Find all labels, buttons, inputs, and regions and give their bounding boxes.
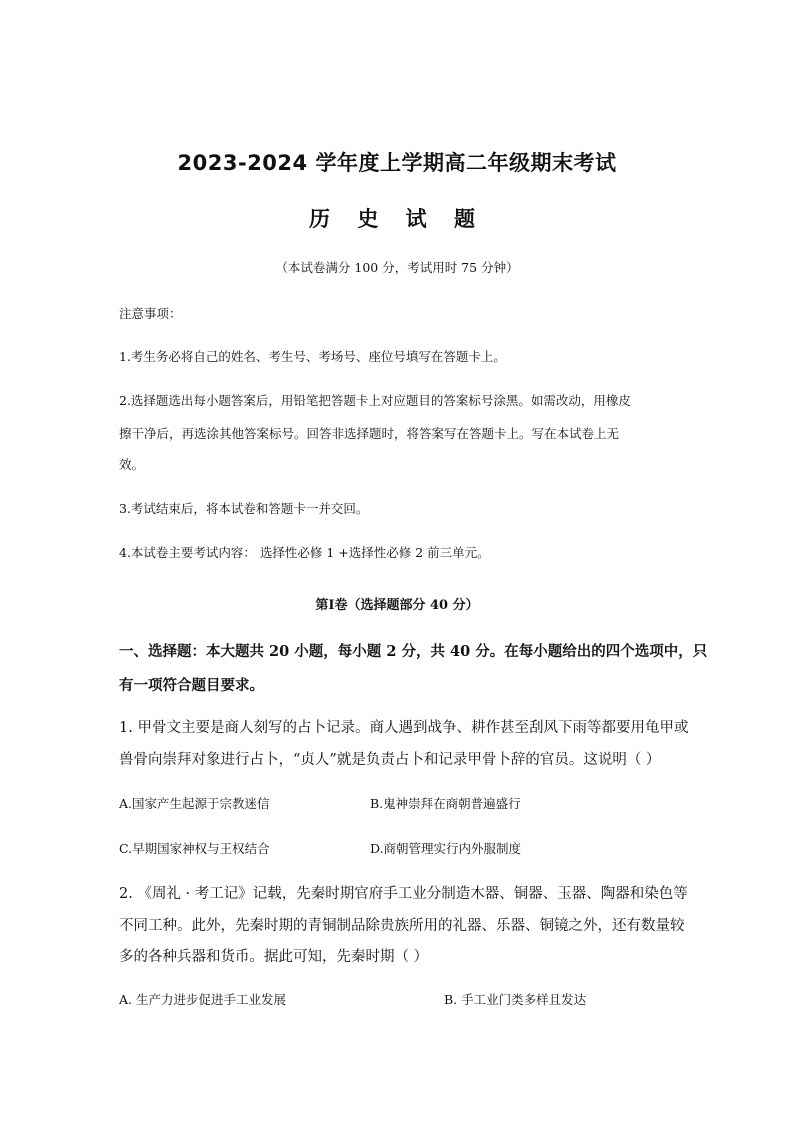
q2-stem-line-2: 不同工种。此外，先秦时期的青铜制品除贵族所用的礼器、乐器、铜镜之外，还有数量较 — [119, 918, 685, 934]
q1-stem-line-1: 1. 甲骨文主要是商人刻写的占卜记录。商人遇到战争、耕作甚至刮风下雨等都要用龟甲或 — [119, 720, 689, 736]
exam-title: 2023-2024 学年度上学期高二年级期末考试 — [177, 151, 617, 175]
section-title: 第Ⅰ卷（选择题部分 40 分） — [315, 598, 479, 613]
q1-option-c: C.早期国家神权与王权结合 — [119, 841, 270, 856]
section-instruction-line-1: 一、选择题：本大题共 20 小题，每小题 2 分，共 40 分。在每小题给出的四个选项中，只 — [119, 643, 708, 660]
q2-option-a: A. 生产力进步促进手工业发展 — [119, 992, 286, 1007]
notice-item-1: 1.考生务必将自己的姓名、考生号、考场号、座位号填写在答题卡上。 — [119, 349, 506, 364]
section-instruction-line-2: 有一项符合题目要求。 — [119, 677, 264, 694]
notice-item-4: 4.本试卷主要考试内容： 选择性必修 1 +选择性必修 2 前三单元。 — [119, 545, 490, 560]
notice-item-2-line-3: 效。 — [119, 457, 145, 472]
q2-stem-line-1: 2. 《周礼 · 考工记》记载，先秦时期官府手工业分制造木器、铜器、玉器、陶器和染色等 — [119, 886, 688, 902]
exam-meta: （本试卷满分 100 分，考试用时 75 分钟） — [275, 260, 519, 275]
q2-option-b: B. 手工业门类多样且发达 — [444, 992, 587, 1007]
q1-stem-line-2: 兽骨向崇拜对象进行占卜，“贞人”就是负责占卜和记录甲骨卜辞的官员。这说明（ ） — [119, 752, 661, 768]
q1-option-d: D.商朝管理实行内外服制度 — [370, 841, 522, 856]
q1-option-a: A.国家产生起源于宗教迷信 — [119, 796, 270, 811]
q2-stem-line-3: 多的各种兵器和货币。据此可知，先秦时期（ ） — [119, 949, 429, 965]
subject-title: 历 史 试 题 — [309, 207, 485, 231]
q1-option-b: B.鬼神崇拜在商朝普遍盛行 — [370, 796, 521, 811]
notice-item-2-line-2: 擦干净后，再选涂其他答案标号。回答非选择题时，将答案写在答题卡上。写在本试卷上无 — [119, 426, 620, 441]
notice-item-2-line-1: 2.选择题选出每小题答案后，用铅笔把答题卡上对应题目的答案标号涂黑。如需改动，用橡皮 — [119, 393, 631, 408]
notice-heading: 注意事项： — [119, 306, 182, 321]
notice-item-3: 3.考试结束后，将本试卷和答题卡一并交回。 — [119, 501, 369, 516]
